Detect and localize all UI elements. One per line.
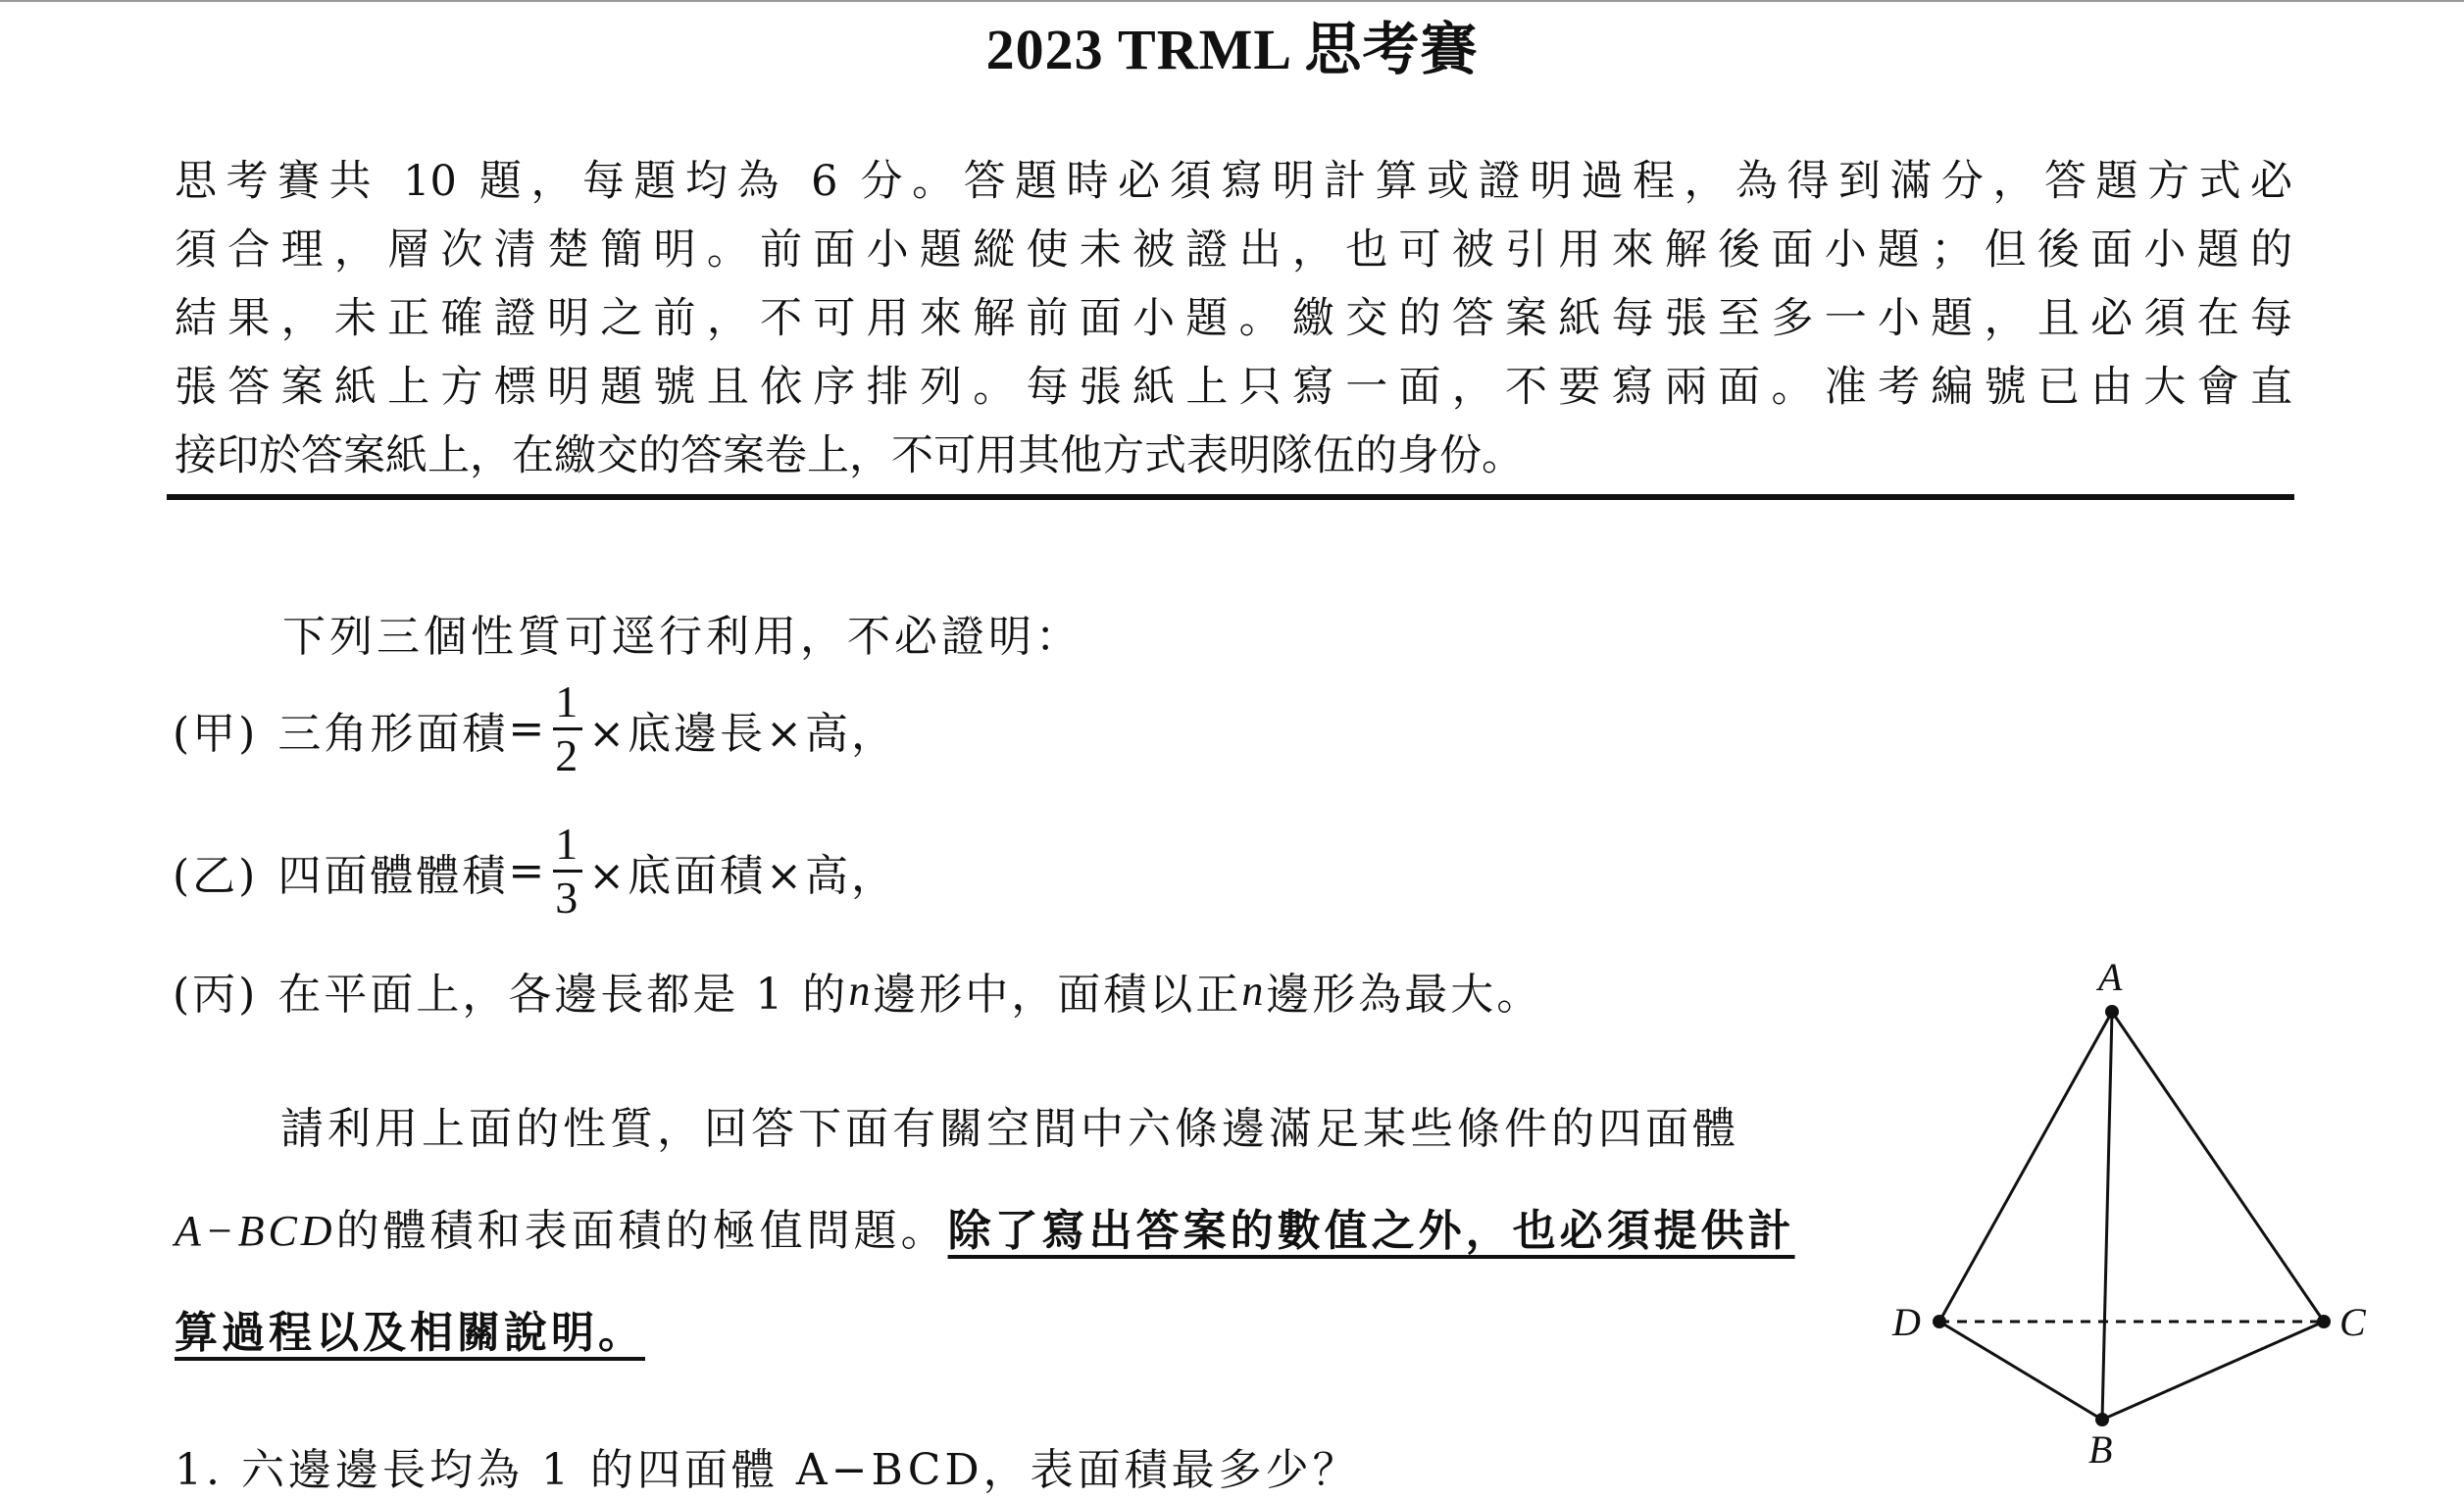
variable-n: n [1241, 966, 1267, 1015]
section-divider [167, 494, 2294, 500]
instruction-line: 思考賽共 10 題，每題均為 6 分。答題時必須寫明計算或證明過程，為得到滿分，答題方式必 [175, 157, 2292, 206]
tetrahedron-diagram [1863, 961, 2412, 1471]
property-text: 邊形為最大。 [1266, 970, 1543, 1020]
page-title: 2023 TRML 思考賽 [985, 18, 1479, 81]
property-label: (甲) [173, 708, 259, 759]
equals-sign: = [508, 704, 548, 754]
fraction-denominator: 2 [555, 730, 581, 780]
fraction-numerator: 1 [555, 819, 581, 869]
property-jia [173, 676, 897, 781]
label-b: B [2088, 1427, 2113, 1471]
fraction-denominator: 3 [555, 873, 581, 923]
instruction-line: 張答案紙上方標明題號且依序排列。每張紙上只寫一面，不要寫兩面。准考編號已由大會直 [175, 363, 2292, 412]
property-text: ×底邊長×高， [588, 708, 897, 759]
fraction-numerator: 1 [555, 676, 581, 726]
tetrahedron-notation: A−BCD [175, 1207, 336, 1255]
equals-sign: = [508, 846, 548, 896]
edge-db [1939, 1322, 2102, 1420]
property-label: (丙) [173, 970, 259, 1020]
property-text: ×底面積×高， [588, 850, 897, 901]
edge-cb [2102, 1322, 2324, 1420]
property-text: 三角形面積 [277, 708, 509, 759]
label-a: A [2098, 961, 2123, 999]
top-border [0, 0, 2464, 2]
property-yi [173, 819, 897, 924]
property-text: 在平面上，各邊長都是 1 的 [277, 970, 849, 1020]
label-d: D [1892, 1300, 1921, 1344]
fraction [553, 819, 582, 924]
variable-n: n [848, 966, 874, 1015]
problem-statement [175, 1078, 1802, 1384]
question-1: 1. 六邊邊長均為 1 的四面體 A−BCD，表面積最多少？ [175, 1445, 1360, 1495]
vertex-b [2095, 1413, 2109, 1426]
problem-text: 請利用上面的性質，回答下面有關空間中六條邊滿足某些條件的四面體 [280, 1104, 1739, 1154]
edge-ad [1939, 1012, 2112, 1322]
problem-text: 的體積和表面積的極值問題。 [335, 1206, 948, 1256]
property-text: 四面體體積 [277, 850, 509, 901]
property-text: 邊形中，面積以正 [873, 970, 1242, 1020]
emphasis-text: 除了寫出答案的數值之外，也必須提供計算過程以及相關說明。 [175, 1206, 1795, 1358]
vertex-d [1933, 1315, 1946, 1328]
edge-ac [2112, 1012, 2324, 1322]
instruction-line: 接印於答案紙上，在繳交的答案卷上，不可用其他方式表明隊伍的身份。 [175, 431, 1524, 480]
instruction-line: 結果，未正確證明之前，不可用來解前面小題。繳交的答案紙每張至多一小題，且必須在每 [175, 294, 2292, 343]
vertex-c [2317, 1315, 2331, 1328]
instructions-paragraph [175, 147, 2292, 490]
property-bing [173, 959, 1542, 1022]
fraction [553, 676, 582, 781]
properties-intro: 下列三個性質可逕行利用，不必證明： [282, 612, 1082, 662]
instruction-line: 須合理，層次清楚簡明。前面小題縱使未被證出，也可被引用來解後面小題；但後面小題的 [175, 225, 2292, 275]
label-c: C [2339, 1300, 2366, 1344]
property-label: (乙) [173, 850, 259, 901]
edge-ab [2102, 1012, 2112, 1420]
vertex-a [2105, 1005, 2119, 1019]
